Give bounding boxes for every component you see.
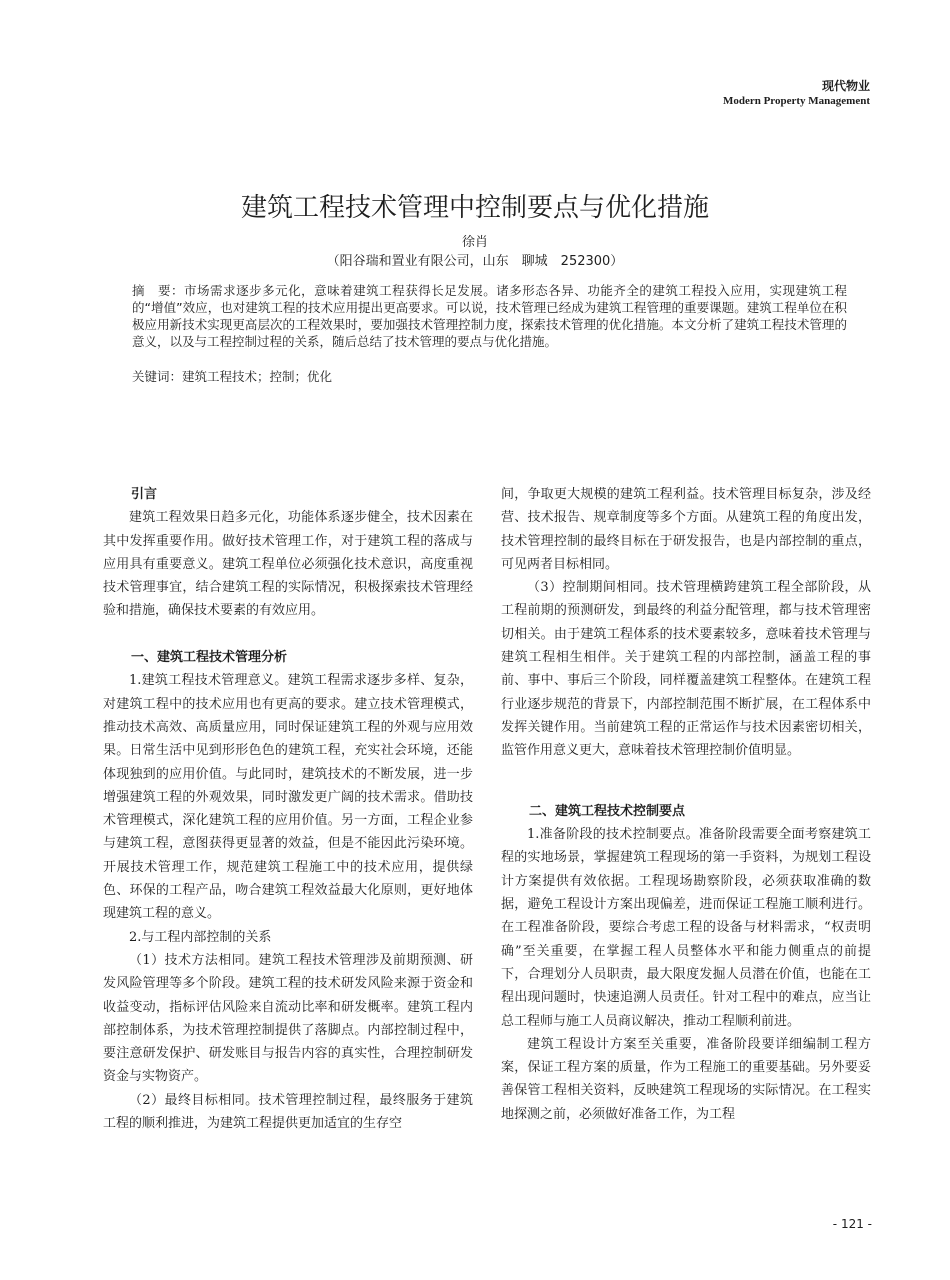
journal-header [723, 78, 870, 108]
intro-heading: 引言 [131, 487, 158, 502]
section-1-paragraph-1: 1.建筑工程技术管理意义。建筑工程需求逐步多样、复杂，对建筑工程中的技术应用也有更高的要求。建立技术管理模式，推动技术高效、高质量应用，同时保证建筑工程的外观与应用效果。日常生活中见到形形色色的建筑工程，充实社会环境，还能体现独到的应用价值。与此同时，建筑技术的不断发展，进一步增强建筑工程的外观效果，同时激发更广阔的技术需求。借助技术管理模式，深化建筑工程的应用价值。另一方面，工程企业参与建筑工程，意图获得更显著的效益，但是不能因此污染环境。开展技术管理工作，规范建筑工程施工中的技术应用，提供绿色、环保的工程产品，吻合建筑工程效益最大化原则，更好地体现建筑工程的意义。 [103, 673, 473, 922]
section-2-paragraph-2: 建筑工程设计方案至关重要，准备阶段要详细编制工程方案，保证工程方案的质量，作为工程施工的重要基础。另外要妥善保管工程相关资料，反映建筑工程现场的实际情况。在工程实地探测之前，必须做好准备工作，为工程 [501, 1036, 871, 1122]
section-1-paragraph-4: （2）最终目标相同。技术管理控制过程，最终服务于建筑工程的顺利推进，为建筑工程提供更加适宜的生存空 [103, 1092, 473, 1132]
right-column [501, 483, 871, 1126]
section-1-paragraph-3: （1）技术方法相同。建筑工程技术管理涉及前期预测、研发风险管理等多个阶段。建筑工程的技术研发风险来源于资金和收益变动，指标评估风险来自流动比率和研发概率。建筑工程内部控制体系，为技术管理控制提供了落脚点。内部控制过程中，要注意研发保护、研发账目与报告内容的真实性，合理控制研发资金与实物资产。 [103, 952, 473, 1085]
right-paragraph-1: 间，争取更大规模的建筑工程利益。技术管理目标复杂，涉及经营、技术报告、规章制度等多个方面。从建筑工程的角度出发，技术管理控制的最终目标在于研发报告，也是内部控制的重点，可见两者目标相同。 [501, 487, 871, 572]
section-1-paragraph-2: 2.与工程内部控制的关系 [129, 929, 272, 945]
page-number: - 121 - [832, 1217, 872, 1231]
section-2-paragraph-1: 1.准备阶段的技术控制要点。准备阶段需要全面考察建筑工程的实地场景，掌握建筑工程现场的第一手资料，为规划工程设计方案提供有效依据。工程现场勘察阶段，必须获取准确的数据，避免工程设计方案出现偏差，进而保证工程施工顺利进行。在工程准备阶段，要综合考虑工程的设备与材料需求，“权责明确”至关重要，在掌握工程人员整体水平和能力侧重点的前提下，合理划分人员职责，最大限度发掘人员潜在价值，也能在工程出现问题时，快速追溯人员责任。针对工程中的难点，应当让总工程师与施工人员商议解决，推动工程顺利前进。 [501, 827, 871, 1029]
article-title: 建筑工程技术管理中控制要点与优化措施 [240, 193, 709, 223]
section-1-heading: 一、建筑工程技术管理分析 [131, 650, 288, 666]
article-affiliation: （阳谷瑞和置业有限公司，山东 聊城 252300） [326, 254, 624, 269]
article-author: 徐肖 [461, 235, 488, 250]
journal-name-cn: 现代物业 [821, 79, 870, 93]
right-paragraph-2: （3）控制期间相同。技术管理横跨建筑工程全部阶段，从工程前期的预测研发，到最终的利益分配管理，都与技术管理密切相关。由于建筑工程体系的技术要素较多，意味着技术管理与建筑工程相生相伴。关于建筑工程的内部控制，涵盖工程的事前、事中、事后三个阶段，同样覆盖建筑工程整体。在建筑工程行业逐步规范的背景下，内部控制范围不断扩展，在工程体系中发挥关键作用。当前建筑工程的正常运作与技术因素密切相关，监管作用意义更大，意味着技术管理控制价值明显。 [501, 580, 871, 759]
left-column [103, 483, 473, 1135]
article-keywords: 关键词：建筑工程技术；控制；优化 [132, 369, 333, 384]
intro-paragraph: 建筑工程效果日趋多元化，功能体系逐步健全，技术因素在其中发挥重要作用。做好技术管理工作，对于建筑工程的落成与应用具有重要意义。建筑工程单位必须强化技术意识，高度重视技术管理事宜，结合建筑工程的实际情况，积极探索技术管理经验和措施，确保技术要素的有效应用。 [103, 510, 473, 619]
section-2-heading: 二、建筑工程技术控制要点 [529, 803, 686, 819]
journal-name-en: Modern Property Management [722, 95, 870, 107]
article-abstract: 摘 要：市场需求逐步多元化，意味着建筑工程获得长足发展。诸多形态各异、功能齐全的建筑工程投入应用，实现建筑工程的“增值”效应，也对建筑工程的技术应用提出更高要求。可以说，技术管理已经成为建筑工程管理的重要课题。建筑工程单位在积极应用新技术实现更高层次的工程效果时，要加强技术管理控制力度，探索技术管理的优化措施。本文分析了建筑工程技术管理的意义，以及与工程控制过程的关系，随后总结了技术管理的要点与优化措施。 [132, 283, 847, 349]
